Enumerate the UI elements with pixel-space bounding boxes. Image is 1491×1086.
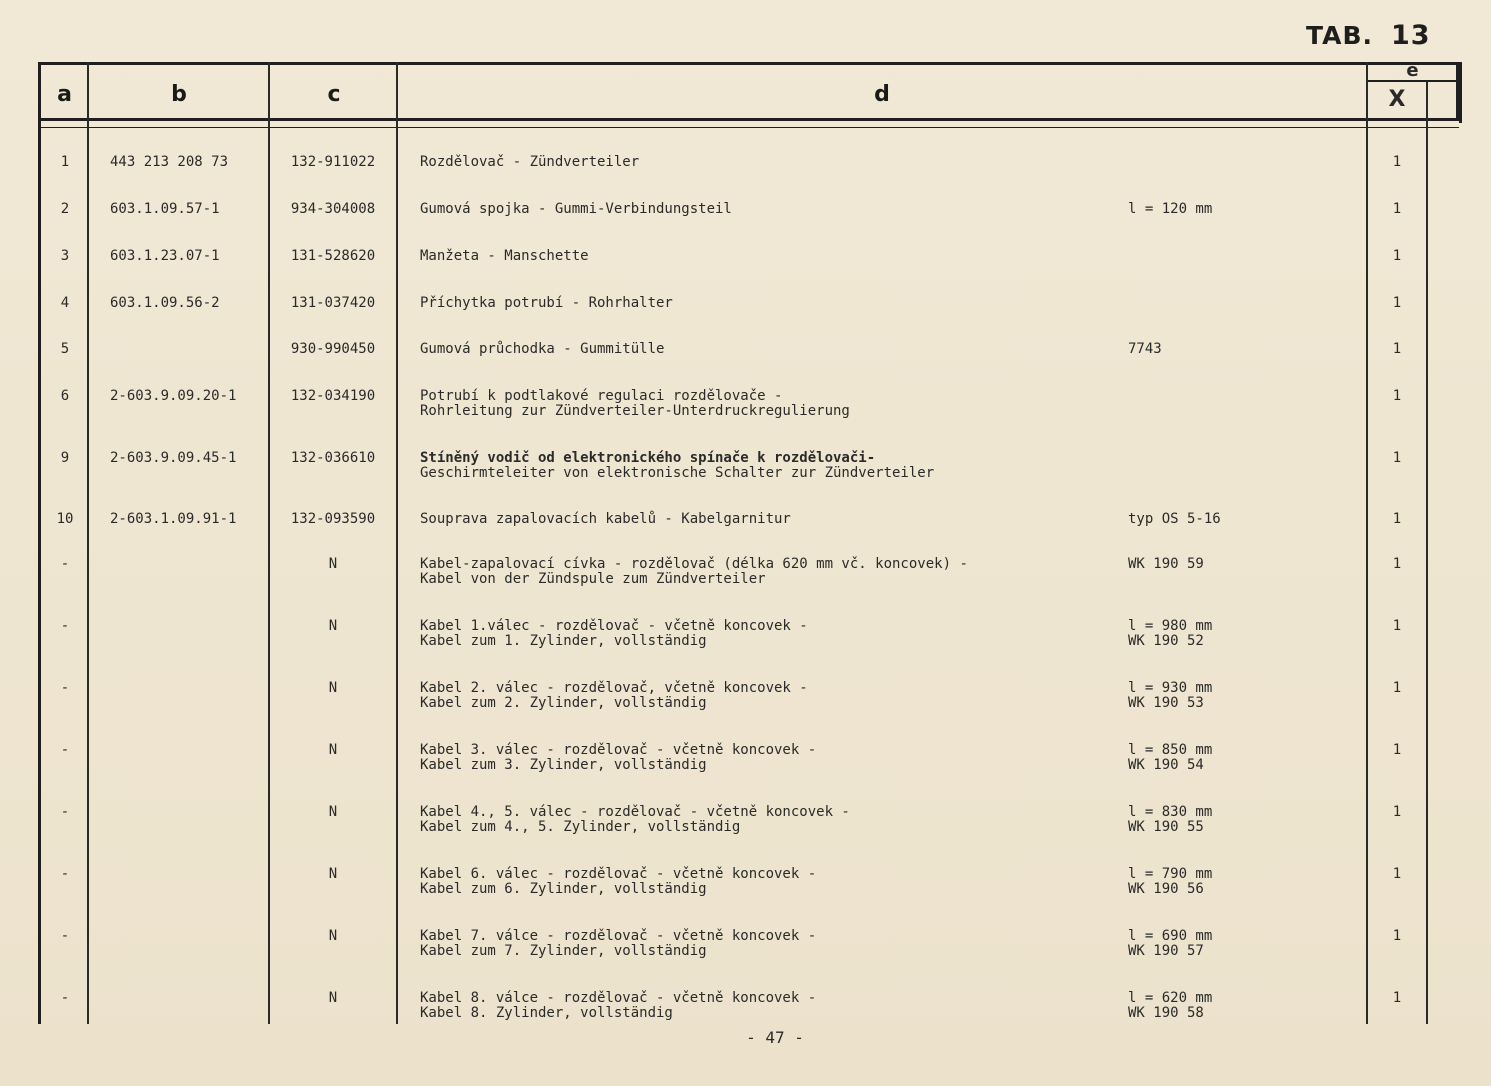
note-line-2: WK 190 53 [1128, 695, 1204, 711]
note-line-1: l = 830 mm [1128, 804, 1213, 820]
header-col-a: a [57, 81, 72, 107]
note-line-2: WK 190 56 [1128, 881, 1204, 897]
cell-quantity: 1 [1392, 341, 1402, 357]
cell-code: N [328, 866, 338, 882]
cell-note [1128, 512, 1328, 527]
cell-position: - [60, 556, 70, 572]
cell-position: 2 [60, 201, 70, 217]
cell-quantity: 1 [1392, 388, 1402, 404]
description-line-1: Rozdělovač - Zündverteiler [420, 154, 640, 170]
column-line-c-d [396, 62, 398, 1024]
cell-part-number: 603.1.09.56-2 [110, 295, 220, 311]
cell-quantity: 1 [1392, 928, 1402, 944]
description-line-2: Kabel zum 3. Zylinder, vollständig [420, 757, 707, 773]
cell-description [420, 557, 1120, 587]
cell-quantity: 1 [1392, 680, 1402, 696]
header-rule [38, 118, 1459, 128]
cell-note [1128, 202, 1328, 217]
page-number: - 47 - [746, 1028, 804, 1047]
cell-code: N [328, 928, 338, 944]
cell-quantity: 1 [1392, 154, 1402, 170]
description-line-2: Kabel zum 2. Zylinder, vollständig [420, 695, 707, 711]
cell-code: 132-911022 [290, 154, 376, 170]
cell-note [1128, 743, 1328, 773]
note-line-1: l = 790 mm [1128, 866, 1213, 882]
header-col-d: d [874, 81, 890, 107]
cell-position: 9 [60, 450, 70, 466]
description-line-1: Kabel 2. válec - rozdělovač, včetně koncovek - [420, 680, 808, 696]
note-line-1: l = 930 mm [1128, 680, 1213, 696]
description-line-1: Kabel 8. válce - rozdělovač - včetně koncovek - [420, 990, 817, 1006]
cell-description [420, 619, 1120, 649]
cell-description [420, 202, 1120, 217]
cell-position: - [60, 804, 70, 820]
cell-code: N [328, 804, 338, 820]
cell-position: - [60, 680, 70, 696]
header-col-x: X [1388, 87, 1406, 112]
cell-note [1128, 805, 1328, 835]
cell-position: 10 [56, 511, 74, 527]
description-line-1: Manžeta - Manschette [420, 248, 589, 264]
cell-part-number: 603.1.09.57-1 [110, 201, 220, 217]
table-number: 13 [1391, 20, 1431, 51]
cell-quantity: 1 [1392, 866, 1402, 882]
cell-note [1128, 389, 1328, 404]
note-line-2: WK 190 52 [1128, 633, 1204, 649]
description-line-2: Kabel von der Zündspule zum Zündverteiler [420, 571, 766, 587]
cell-description [420, 296, 1120, 311]
cell-quantity: 1 [1392, 511, 1402, 527]
cell-position: - [60, 928, 70, 944]
cell-note [1128, 619, 1328, 649]
cell-quantity: 1 [1392, 556, 1402, 572]
cell-note [1128, 681, 1328, 711]
cell-part-number: 603.1.23.07-1 [110, 248, 220, 264]
description-line-2: Kabel zum 7. Zylinder, vollständig [420, 943, 707, 959]
cell-code: 930-990450 [290, 341, 376, 357]
cell-note [1128, 991, 1328, 1021]
cell-description [420, 867, 1120, 897]
note-line-2: WK 190 55 [1128, 819, 1204, 835]
description-line-1: Kabel 6. válec - rozdělovač - včetně koncovek - [420, 866, 817, 882]
cell-code: 132-036610 [290, 450, 376, 466]
cell-quantity: 1 [1392, 201, 1402, 217]
cell-quantity: 1 [1392, 450, 1402, 466]
cell-note [1128, 296, 1328, 311]
cell-code: N [328, 742, 338, 758]
cell-code: 934-304008 [290, 201, 376, 217]
column-line-x-e [1426, 82, 1428, 1024]
cell-note [1128, 249, 1328, 264]
table-header [38, 62, 1462, 123]
header-col-b: b [171, 81, 187, 107]
cell-quantity: 1 [1392, 804, 1402, 820]
cell-description [420, 512, 1120, 527]
cell-position: - [60, 618, 70, 634]
description-line-1: Příchytka potrubí - Rohrhalter [420, 295, 673, 311]
cell-description [420, 681, 1120, 711]
cell-position: - [60, 742, 70, 758]
cell-part-number: 443 213 208 73 [110, 154, 229, 170]
description-line-1: Kabel 4., 5. válec - rozdělovač - včetně koncovek - [420, 804, 850, 820]
note-line-2: WK 190 54 [1128, 757, 1204, 773]
header-col-c: c [327, 81, 341, 107]
cell-description [420, 342, 1120, 357]
cell-part-number: 2-603.9.09.45-1 [110, 450, 237, 466]
note-line-1: WK 190 59 [1128, 556, 1204, 572]
cell-code: N [328, 680, 338, 696]
description-line-1: Kabel 1.válec - rozdělovač - včetně koncovek - [420, 618, 808, 634]
note-line-1: l = 690 mm [1128, 928, 1213, 944]
cell-note [1128, 451, 1328, 466]
cell-quantity: 1 [1392, 295, 1402, 311]
cell-quantity: 1 [1392, 618, 1402, 634]
note-line-1: l = 620 mm [1128, 990, 1213, 1006]
column-line-right [1456, 62, 1459, 120]
description-line-1: Gumová spojka - Gummi-Verbindungsteil [420, 201, 732, 217]
cell-position: 5 [60, 341, 70, 357]
cell-note [1128, 155, 1328, 170]
cell-position: - [60, 990, 70, 1006]
cell-quantity: 1 [1392, 990, 1402, 1006]
cell-position: 3 [60, 248, 70, 264]
cell-description [420, 249, 1120, 264]
cell-code: 131-528620 [290, 248, 376, 264]
note-line-1: typ OS 5-16 [1128, 511, 1221, 527]
note-line-1: l = 120 mm [1128, 201, 1213, 217]
cell-code: N [328, 618, 338, 634]
cell-description [420, 805, 1120, 835]
description-line-1: Kabel 7. válce - rozdělovač - včetně koncovek - [420, 928, 817, 944]
note-line-2: WK 190 57 [1128, 943, 1204, 959]
cell-code: N [328, 990, 338, 1006]
cell-description [420, 929, 1120, 959]
cell-note [1128, 342, 1328, 357]
description-line-1: Kabel 3. válec - rozdělovač - včetně koncovek - [420, 742, 817, 758]
header-col-e: e [1406, 60, 1419, 81]
cell-code: 132-034190 [290, 388, 376, 404]
cell-description [420, 991, 1120, 1021]
cell-note [1128, 557, 1328, 572]
description-line-2: Kabel zum 4., 5. Zylinder, vollständig [420, 819, 741, 835]
cell-code: 131-037420 [290, 295, 376, 311]
note-line-1: l = 980 mm [1128, 618, 1213, 634]
cell-note [1128, 929, 1328, 959]
cell-description [420, 743, 1120, 773]
cell-note [1128, 867, 1328, 897]
description-line-1: Kabel-zapalovací cívka - rozdělovač (délka 620 mm vč. koncovek) - [420, 556, 968, 572]
description-line-2: Kabel 8. Zylinder, vollständig [420, 1005, 673, 1021]
cell-description [420, 451, 1120, 481]
description-line-1: Stíněný vodič od elektronického spínače k rozdělovači- [420, 450, 876, 466]
description-line-1: Potrubí k podtlakové regulaci rozdělovače - [420, 388, 783, 404]
cell-part-number: 2-603.1.09.91-1 [110, 511, 237, 527]
description-line-1: Souprava zapalovacích kabelů - Kabelgarnitur [420, 511, 791, 527]
description-line-2: Kabel zum 6. Zylinder, vollständig [420, 881, 707, 897]
cell-position: 6 [60, 388, 70, 404]
cell-quantity: 1 [1392, 742, 1402, 758]
description-line-2: Geschirmteleiter von elektronische Schalter zur Zündverteiler [420, 465, 935, 481]
cell-quantity: 1 [1392, 248, 1402, 264]
description-line-2: Kabel zum 1. Zylinder, vollständig [420, 633, 707, 649]
cell-description [420, 389, 1120, 419]
description-line-2: Rohrleitung zur Zündverteiler-Unterdruckregulierung [420, 403, 850, 419]
cell-description [420, 155, 1120, 170]
cell-part-number: 2-603.9.09.20-1 [110, 388, 237, 404]
description-line-1: Gumová průchodka - Gummitülle [420, 341, 665, 357]
table-label-prefix: TAB. [1306, 21, 1374, 50]
cell-position: 4 [60, 295, 70, 311]
note-line-1: 7743 [1128, 341, 1162, 357]
cell-position: 1 [60, 154, 70, 170]
cell-code: 132-093590 [290, 511, 376, 527]
cell-code: N [328, 556, 338, 572]
table-label [1306, 20, 1431, 51]
note-line-2: WK 190 58 [1128, 1005, 1204, 1021]
cell-position: - [60, 866, 70, 882]
note-line-1: l = 850 mm [1128, 742, 1213, 758]
